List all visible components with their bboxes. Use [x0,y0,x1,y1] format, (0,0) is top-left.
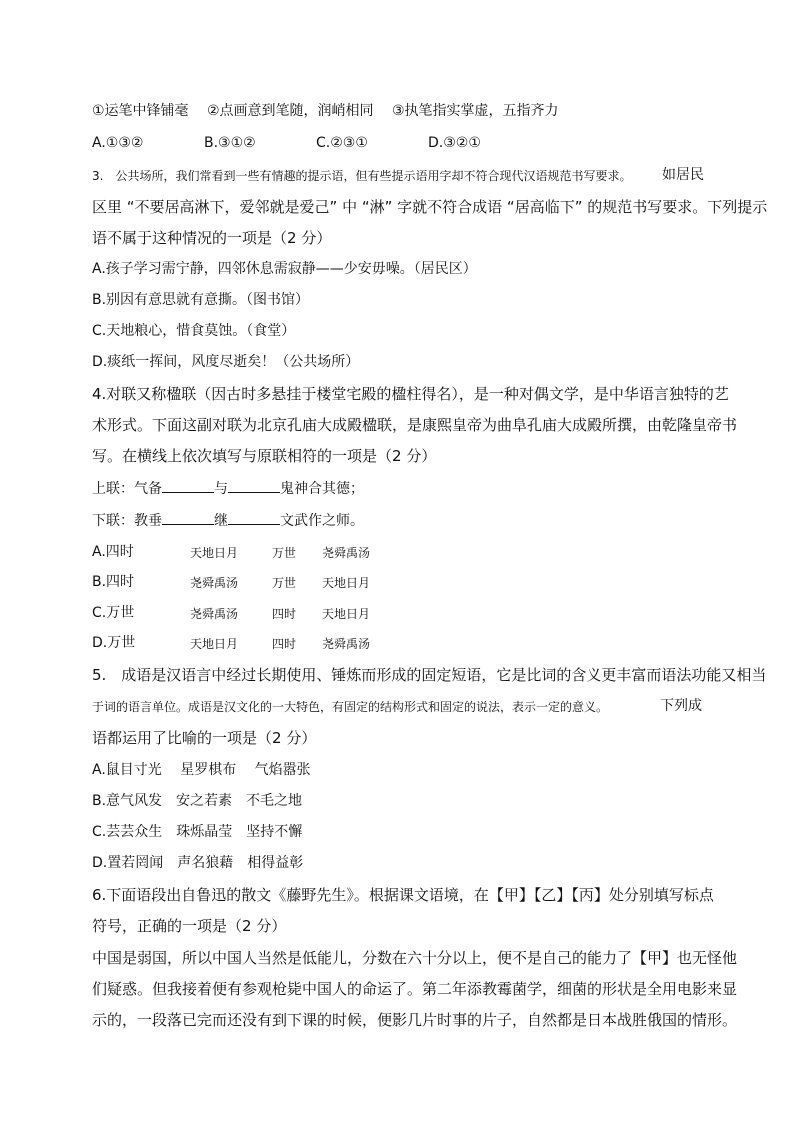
q4-option-c-col4: 天地日月 [322,607,371,621]
q4-option-d-col2: 天地日月 [190,637,239,651]
q4-option-c-label: C.万世 [92,605,135,621]
q5-stem-line1: 5. 成语是汉语言中经过长期使用、锤炼而形成的固定短语，它是比词的含义更丰富而语法功能又相当 [92,666,767,684]
q5-stem-small: 于词的语言单位。成语是汉文化的一大特色，有固定的结构形式和固定的说法，表示一定的意义。 [92,700,609,714]
q4-option-c-col3: 四时 [272,607,297,621]
q6-passage-line1: 中国是弱国，所以中国人当然是低能儿，分数在六十分以上，便不是自己的能力了【甲】也无怪他 [92,949,738,967]
q5-option-c: C.芸芸众生 珠烁晶莹 坚持不懈 [92,824,303,840]
lower-suffix: 文武作之师。 [280,513,364,529]
q6-stem-line2: 符号，正确的一项是（2 分） [92,917,287,935]
upper-mid: 与 [214,481,228,497]
q4-upper-couplet [92,478,364,499]
q4-option-b-col4: 天地日月 [322,576,371,590]
q4-stem-line2: 术形式。下面这副对联为北京孔庙大成殿楹联，是康熙皇帝为曲阜孔庙大成殿所撰，由乾隆皇帝书 [92,416,738,434]
lower-prefix: 下联：教垂 [92,513,162,529]
q4-option-a-label: A.四时 [92,544,134,560]
upper-blank-1 [162,478,214,493]
q3-stem-line3: 语不属于这种情况的一项是（2 分） [92,229,332,247]
q4-option-a-col3: 万世 [272,546,297,560]
q4-lower-couplet [92,510,364,531]
lower-blank-1 [162,510,214,525]
q3-stem-small: 3. 公共场所，我们常看到一些有情趣的提示语，但有些提示语用字却不符合现代汉语规范书写要求。 [92,169,632,183]
q3-option-c: C.天地粮心，惜食莫蚀。（食堂） [92,323,296,339]
q2-option-d: D.③②① [428,135,481,151]
q5-option-a: A.鼠目寸光 星罗棋布 气焰嚣张 [92,762,311,778]
q4-option-d-col3: 四时 [272,637,297,651]
q6-stem-line1: 6.下面语段出自鲁迅的散文《藤野先生》。根据课文语境，在【甲】【乙】【丙】处分别填写标点 [92,886,714,904]
q3-option-a: A.孩子学习需宁静，四邻休息需寂静——少安毋噪。（居民区） [92,261,477,277]
q4-option-a-col4: 尧舜禹汤 [322,546,371,560]
q3-stem-line1-end: 如居民 [662,167,704,183]
q5-stem-line2 [92,697,608,717]
q2-option-a: A.①③② [92,135,144,151]
upper-blank-2 [228,478,280,493]
q4-option-b-label: B.四时 [92,574,135,590]
q4-option-a-col2: 天地日月 [190,546,239,560]
q4-stem-line3: 写。在横线上依次填写与原联相符的一项是（2 分） [92,447,437,465]
q5-option-d: D.置若罔闻 声名狼藉 相得益彰 [92,855,304,871]
q2-items-line: ①运笔中锋铺毫 ②点画意到笔随，润峭相同 ③执笔指实掌虚，五指齐力 [92,103,559,119]
q4-option-b-col3: 万世 [272,576,297,590]
q4-stem-line1: 4.对联又称楹联（因古时多悬挂于楼堂宅殿的楹柱得名），是一种对偶文学，是中华语言独特的艺 [92,385,729,403]
q5-stem-line2-end: 下列成 [660,698,702,714]
q6-passage-line3: 示的，一段落已完而还没有到下课的时候，便影几片时事的片子，自然都是日本战胜俄国的情形。 [92,1011,738,1029]
q4-option-b-col2: 尧舜禹汤 [190,576,239,590]
q4-option-c-col2: 尧舜禹汤 [190,607,239,621]
q5-option-b: B.意气风发 安之若素 不毛之地 [92,793,303,809]
lower-blank-2 [228,510,280,525]
q3-stem-line2: 区里 “不要居高淋下，爱邻就是爱己” 中 “淋” 字就不符合成语 “居高临下” 的规范书写要求。下列提示 [92,198,768,216]
lower-mid: 继 [214,513,228,529]
q6-passage-line2: 们疑惑。但我接着便有参观枪毙中国人的命运了。第二年添教霉菌学，细菌的形状是全用电影来显 [92,980,738,998]
q4-option-d-label: D.万世 [92,635,136,651]
q2-option-b: B.③①② [204,135,256,151]
q2-option-c: C.②③① [316,135,368,151]
upper-suffix: 鬼神合其德； [280,481,364,497]
q3-option-b: B.别因有意思就有意撕。（图书馆） [92,292,310,308]
q5-stem-line3: 语都运用了比喻的一项是（2 分） [92,729,317,747]
q3-stem-line1 [92,166,631,186]
q3-option-d: D.痰纸一挥间，风度尽逝矣！（公共场所） [92,354,360,370]
upper-prefix: 上联：气备 [92,481,162,497]
q4-option-d-col4: 尧舜禹汤 [322,637,371,651]
